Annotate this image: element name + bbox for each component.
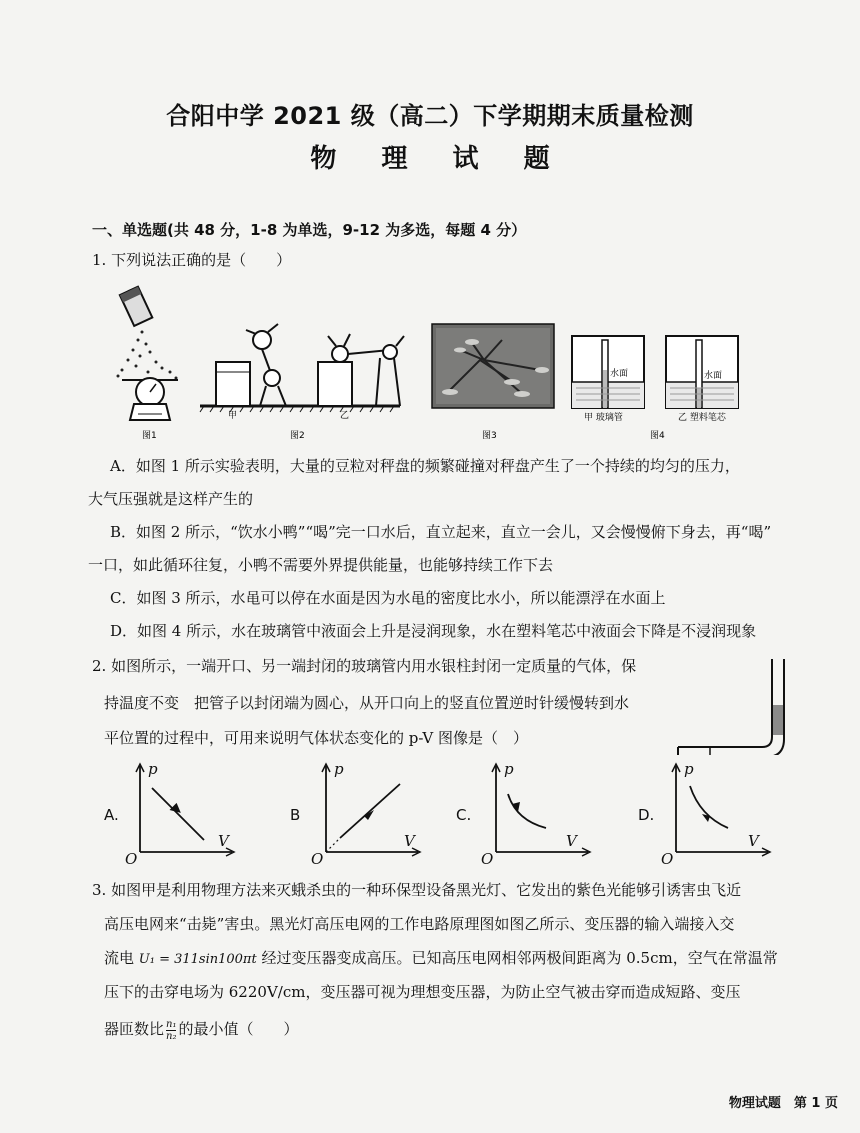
page-footer: 物理试题 第 1 页 — [728, 1096, 838, 1111]
q3-line5 — [104, 1016, 298, 1042]
q3-line5-prefix: 器匝数比 — [104, 1020, 165, 1038]
q2-graph-c-origin: O — [481, 850, 494, 868]
q1-option-d: D．如图 4 所示，水在玻璃管中液面会上升是浸润现象，水在塑料笔芯中液面会下降是不浸润现象 — [110, 622, 757, 640]
turns-ratio-denominator: n₂ — [166, 1030, 177, 1042]
q2-graph-a-p-axis: p — [148, 760, 158, 778]
q2-graph-d-label: D. — [638, 806, 655, 824]
fig4-glass-tube-label: 甲 玻璃管 — [584, 413, 623, 423]
q3-line4: 压下的击穿电场为 6220V/cm，变压器可视为理想变压器，为防止空气被击穿而造成短路、变压 — [104, 983, 741, 1001]
q3-line2: 高压电网来“击毙”害虫。黑光灯高压电网的工作电路原理图如图乙所示、变压器的输入端接入交 — [104, 915, 735, 933]
q3-line3-prefix: 流电 — [104, 949, 139, 967]
q2-graph-a-origin: O — [125, 850, 138, 868]
q2-graph-a-v-axis: V — [218, 832, 229, 850]
q2-line1: 2. 如图所示，一端开口、另一端封闭的玻璃管内用水银柱封闭一定质量的气体，保 — [92, 657, 637, 675]
q2-graph-b-label: B — [290, 806, 301, 824]
q2-graph-d-origin: O — [661, 850, 674, 868]
fig2-caption: 图2 — [290, 431, 305, 441]
q1-option-b-line1: B．如图 2 所示，“饮水小鸭”“喝”完一口水后，直立起来，直立一会儿，又会慢慢俯下身去，再“喝” — [110, 523, 772, 541]
exam-title: 合阳中学 2021 级（高二）下学期期末质量检测 — [166, 102, 694, 130]
q2-graph-a-label: A. — [104, 806, 119, 824]
q1-option-c: C．如图 3 所示，水黾可以停在水面是因为水黾的密度比水小，所以能漂浮在水面上 — [110, 589, 666, 607]
q1-stem: 1. 下列说法正确的是（ ） — [92, 251, 292, 269]
fig4-caption: 图4 — [650, 431, 665, 441]
q1-option-b-line2: 一口，如此循环往复，小鸭不需要外界提供能量，也能够持续工作下去 — [88, 556, 554, 574]
fig4-water-level-label-left: 水面 — [610, 369, 629, 379]
q2-graph-c — [476, 760, 596, 866]
q1-figures — [100, 280, 760, 450]
exam-subtitle: 物 理 试 题 — [310, 144, 568, 174]
q2-graph-a — [120, 760, 240, 866]
q2-graph-d-p-axis: p — [684, 760, 694, 778]
q2-graph-b-p-axis: p — [334, 760, 344, 778]
q3-line3 — [104, 948, 778, 970]
turns-ratio-numerator: n₁ — [166, 1018, 177, 1030]
q3-line1: 3. 如图甲是利用物理方法来灭蛾杀虫的一种环保型设备黑光灯、它发出的紫色光能够引诱害虫飞近 — [92, 881, 742, 899]
q2-graph-c-label: C. — [456, 806, 472, 824]
q2-line2: 持温度不变 把管子以封闭端为圆心，从开口向上的竖直位置逆时针缓慢转到水 — [104, 694, 630, 712]
q2-graph-b-origin: O — [311, 850, 324, 868]
turns-ratio-fraction — [166, 1019, 176, 1042]
q2-graph-d-v-axis: V — [748, 832, 759, 850]
q2-line3: 平位置的过程中，可用来说明气体状态变化的 p-V 图像是（ ） — [104, 729, 528, 747]
q1-option-a-line2: 大气压强就是这样产生的 — [88, 490, 254, 508]
q3-line3-suffix: 经过变压器变成高压。已知高压电网相邻两极间距离为 0.5cm，空气在常温常 — [256, 949, 778, 967]
q2-graph-b — [306, 760, 426, 866]
q1-option-a-line1: A．如图 1 所示实验表明，大量的豆粒对秤盘的频繁碰撞对秤盘产生了一个持续的均匀的压力， — [110, 457, 740, 475]
fig2-jia-label: 甲 — [228, 411, 238, 421]
fig4-water-level-label-right: 水面 — [704, 371, 723, 381]
section-heading: 一、单选题(共 48 分，1-8 为单选，9-12 为多选，每题 4 分） — [92, 221, 527, 239]
q2-graph-c-p-axis: p — [504, 760, 514, 778]
fig2-yi-label: 乙 — [340, 411, 350, 421]
fig3-water-strider-photo — [432, 324, 554, 408]
q2-tube-figure — [676, 655, 790, 755]
fig1-bean-scale-illustration — [117, 287, 179, 420]
fig2-drinking-bird-illustration — [200, 324, 404, 412]
q3-line5-suffix: 的最小值（ ） — [178, 1020, 299, 1038]
q3-formula: U₁ = 311sin100πt — [138, 952, 257, 967]
q2-graph-c-v-axis: V — [566, 832, 577, 850]
q2-graph-d — [656, 760, 776, 866]
fig3-caption: 图3 — [482, 431, 497, 441]
fig1-caption: 图1 — [142, 431, 157, 441]
fig4-plastic-refill-label: 乙 塑料笔芯 — [678, 413, 726, 423]
q2-graph-b-v-axis: V — [404, 832, 415, 850]
